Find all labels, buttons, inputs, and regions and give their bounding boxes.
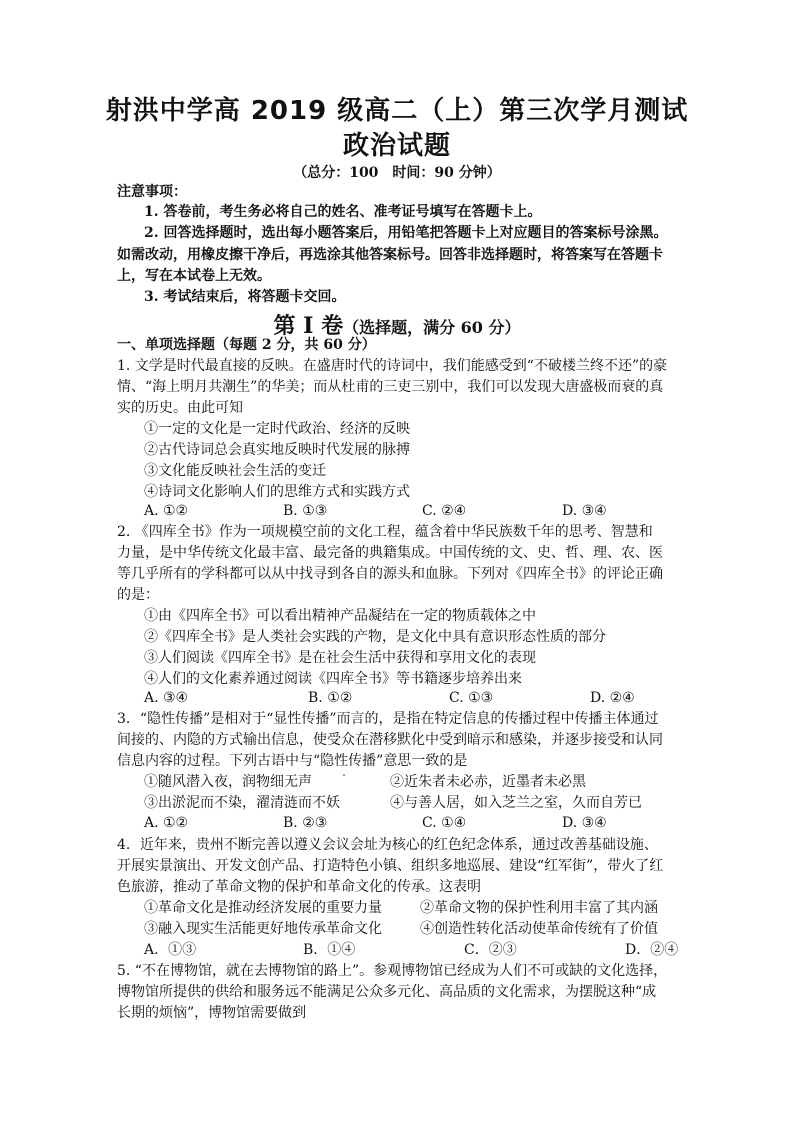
q2-option-d: D. ②④ bbox=[590, 690, 635, 706]
q3-item: ①随风潜入夜，润物细无声 bbox=[144, 774, 312, 790]
q3-stem-line: 3．“隐性传播”是相对于“显性传播”而言的，是指在特定信息的传播过程中传播主体通过 bbox=[117, 711, 659, 727]
q4-item: ①革命文化是推动经济发展的重要力量 bbox=[144, 900, 382, 916]
q1-stem-line: 1. 文学是时代最直接的反映。在盛唐时代的诗词中，我们能感受到“不破楼兰终不还”的豪 bbox=[117, 358, 668, 374]
q4-option-b: B．①④ bbox=[303, 942, 356, 958]
q1-item: ③文化能反映社会生活的变迁 bbox=[144, 463, 326, 479]
q1-stem-line: 实的历史。由此可知 bbox=[117, 400, 243, 416]
q4-option-a: A．①③ bbox=[144, 942, 197, 958]
q1-option-a: A. ①② bbox=[144, 503, 189, 519]
q4-option-d: D．②④ bbox=[625, 942, 679, 958]
q4-item: ②革命文物的保护性利用丰富了其内涵 bbox=[420, 900, 658, 916]
q1-item: ①一定的文化是一定时代政治、经济的反映 bbox=[144, 421, 410, 437]
q1-option-c: C. ②④ bbox=[422, 503, 467, 519]
q4-item: ③融入现实生活能更好地传承革命文化 bbox=[144, 921, 382, 937]
note-line: 1. 答卷前，考生务必将自己的姓名、准考证号填写在答题卡上。 bbox=[144, 204, 542, 220]
q1-item: ②古代诗词总会真实地反映时代发展的脉搏 bbox=[144, 442, 410, 458]
q2-item: ①由《四库全书》可以看出精神产品凝结在一定的物质载体之中 bbox=[144, 608, 536, 624]
note-line: 2. 回答选择题时，选出每小题答案后，用铅笔把答题卡上对应题目的答案标号涂黑。 bbox=[144, 225, 668, 241]
subject-title: 政治试题 bbox=[342, 131, 451, 161]
exam-meta: （总分：100 时间：90 分钟） bbox=[293, 165, 501, 181]
q1-stem-line: 情、“海上明月共潮生”的华美；而从杜甫的三吏三别中，我们可以发现大唐盛极而衰的真 bbox=[117, 379, 664, 395]
part-heading: 一、单项选择题（每题 2 分，共 60 分） bbox=[117, 337, 376, 353]
q2-option-a: A. ③④ bbox=[144, 690, 189, 706]
note-line: 3. 考试结束后，将答题卡交回。 bbox=[144, 289, 346, 305]
speck-mark bbox=[343, 774, 345, 776]
q2-stem-line: 2. 《四库全书》作为一项规模空前的文化工程，蕴含着中华民族数千年的思考、智慧和 bbox=[117, 524, 653, 540]
q3-item: ④与善人居，如入芝兰之室，久而自芳已 bbox=[390, 795, 642, 811]
q2-item: ③人们阅读《四库全书》是在社会生活中获得和享用文化的表现 bbox=[144, 650, 536, 666]
q5-stem-line: 长期的烦恼”，博物馆需要做到 bbox=[117, 1005, 307, 1021]
notes-heading: 注意事项： bbox=[117, 184, 187, 200]
q3-stem-line: 间接的、内隐的方式输出信息，使受众在潜移默化中受到暗示和感染，并逐步接受和认同 bbox=[117, 732, 663, 748]
q3-stem-line: 信息内容的过程。下列古语中与“隐性传播”意思一致的是 bbox=[117, 753, 468, 769]
q4-option-c: C．②③ bbox=[464, 942, 517, 958]
q2-stem-line: 力量，是中华传统文化最丰富、最完备的典籍集成。中国传统的文、史、哲、理、农、医 bbox=[117, 545, 663, 561]
q3-option-a: A. ①② bbox=[144, 815, 189, 831]
q3-option-d: D. ③④ bbox=[562, 815, 607, 831]
q5-stem-line: 博物馆所提供的供给和服务远不能满足公众多元化、高品质的文化需求，为摆脱这种“成 bbox=[117, 984, 657, 1000]
section-name: 第 I 卷 bbox=[273, 313, 344, 339]
exam-title: 射洪中学高 2019 级高二（上）第三次学月测试 bbox=[105, 96, 689, 126]
note-line: 上，写在本试卷上无效。 bbox=[117, 268, 271, 284]
q4-stem-line: 开展实景演出、开发文创产品、打造特色小镇、组织多地巡展、建设“红军街”，带火了红 bbox=[117, 858, 664, 874]
q4-stem-line: 4．近年来，贵州不断完善以遵义会议会址为核心的红色纪念体系，通过改善基础设施、 bbox=[117, 837, 658, 853]
q2-item: ④人们的文化素养通过阅读《四库全书》等书籍逐步培养出来 bbox=[144, 671, 522, 687]
q2-item: ②《四库全书》是人类社会实践的产物，是文化中具有意识形态性质的部分 bbox=[144, 629, 606, 645]
q3-item: ③出淤泥而不染，濯清涟而不妖 bbox=[144, 795, 340, 811]
q3-option-b: B. ②③ bbox=[283, 815, 328, 831]
q4-stem-line: 色旅游，推动了革命文物的保护和革命文化的传承。这表明 bbox=[117, 879, 481, 895]
q3-option-c: C. ①④ bbox=[422, 815, 467, 831]
section-subtitle: （选择题，满分 60 分） bbox=[343, 318, 521, 337]
q2-stem-line: 的是： bbox=[117, 587, 159, 603]
q4-item: ④创造性转化活动使革命传统有了价值 bbox=[420, 921, 658, 937]
q1-item: ④诗词文化影响人们的思维方式和实践方式 bbox=[144, 484, 410, 500]
note-line: 如需改动，用橡皮擦干净后，再选涂其他答案标号。回答非选择题时，将答案写在答题卡 bbox=[117, 247, 663, 263]
q2-stem-line: 等几乎所有的学科都可以从中找寻到各自的源头和血脉。下列对《四库全书》的评论正确 bbox=[117, 566, 663, 582]
q1-option-b: B. ①③ bbox=[283, 503, 328, 519]
q2-option-c: C. ①③ bbox=[449, 690, 494, 706]
q1-option-d: D. ③④ bbox=[562, 503, 607, 519]
q3-item: ②近朱者未必赤，近墨者未必黑 bbox=[390, 774, 586, 790]
q2-option-b: B. ①② bbox=[308, 690, 353, 706]
q5-stem-line: 5. “不在博物馆，就在去博物馆的路上”。参观博物馆已经成为人们不可或缺的文化选择， bbox=[117, 963, 668, 979]
